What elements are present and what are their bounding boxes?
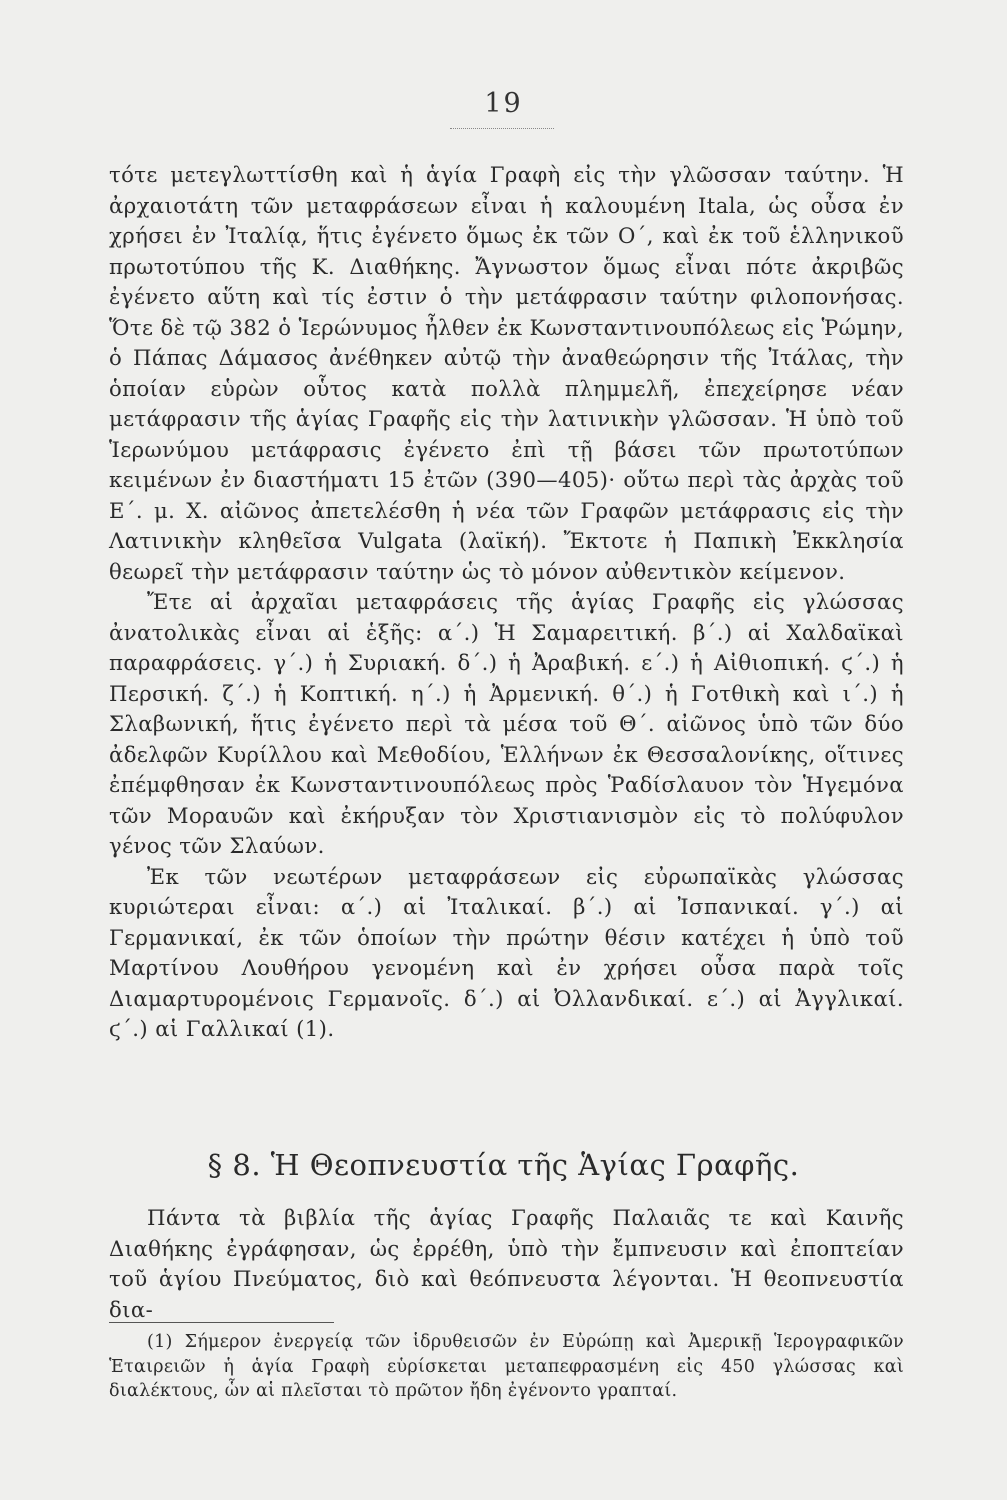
main-text	[109, 160, 904, 1045]
page-number: 19	[484, 88, 523, 119]
paragraph-latin-versions: τότε μετεγλωττίσθη καὶ ἡ ἁγία Γραφὴ εἰς τὴν γλῶσσαν ταύτην. Ἡ ἀρχαιοτάτη τῶν μεταφράσεων εἶναι ἡ καλουμένη Itala, ὡς οὖσα ἐν χρήσει ἐν Ἰταλίᾳ, ἥτις ἐγένετο ὅμως ἐκ τῶν Ο΄, καὶ ἐκ τοῦ ἑλληνικοῦ πρωτοτύπου τῆς Κ. Διαθήκης. Ἄγνωστον ὅμως εἶναι πότε ἀκριβῶς ἐγένετο αὕτη καὶ τίς ἐστιν ὁ τὴν μετάφρασιν ταύτην φιλοπονήσας. Ὅτε δὲ τῷ 382 ὁ Ἱερώνυμος ἦλθεν ἐκ Κωνσταντινουπόλεως εἰς Ῥώμην, ὁ Πάπας Δάμασος ἀνέθηκεν αὐτῷ τὴν ἀναθεώρησιν τῆς Ἰτάλας, τὴν ὁποίαν εὑρὼν οὗτος κατὰ πολλὰ πλημμελῆ, ἐπεχείρησε νέαν μετάφρασιν τῆς ἁγίας Γραφῆς εἰς τὴν λατινικὴν γλῶσσαν. Ἡ ὑπὸ τοῦ Ἱερωνύμου μετάφρασις ἐγένετο ἐπὶ τῇ βάσει τῶν πρωτοτύπων κειμένων ἐν διαστήματι 15 ἐτῶν (390—405)· οὕτω περὶ τὰς ἀρχὰς τοῦ Ε΄. μ. Χ. αἰῶνος ἀπετελέσθη ἡ νέα τῶν Γραφῶν μετάφρασις εἰς τὴν Λατινικὴν κληθεῖσα Vulgata (λαϊκή). Ἔκτοτε ἡ Παπικὴ Ἐκκλησία θεωρεῖ τὴν μετάφρασιν ταύτην ὡς τὸ μόνον αὐθεντικὸν κείμενον.	[109, 162, 904, 584]
header-rule	[450, 128, 554, 129]
paragraph-european-versions: Ἐκ τῶν νεωτέρων μεταφράσεων εἰς εὐρωπαϊκὰς γλώσσας κυριώτεραι εἶναι: α΄.) αἱ Ἰταλικαί. β΄.) αἱ Ἰσπανικαί. γ΄.) αἱ Γερμανικαί, ἐκ τῶν ὁποίων τὴν πρώτην θέσιν κατέχει ἡ ὑπὸ τοῦ Μαρτίνου Λουθήρου γενομένη καὶ ἐν χρήσει οὖσα παρὰ τοῖς Διαμαρτυρομένοις Γερμανοῖς. δ΄.) αἱ Ὀλλανδικαί. ε΄.) αἱ Ἀγγλικαί. ϛ΄.) αἱ Γαλλικαί (1).	[109, 863, 904, 1041]
section-heading: § 8. Ἡ Θεοπνευστία τῆς Ἁγίας Γραφῆς.	[207, 1148, 800, 1182]
footnote-rule	[109, 1322, 334, 1323]
section-text	[109, 1203, 904, 1325]
paragraph-eastern-versions: Ἔτε αἱ ἀρχαῖαι μεταφράσεις τῆς ἁγίας Γραφῆς εἰς γλώσσας ἀνατολικὰς εἶναι αἱ ἑξῆς: α΄.) Ἡ Σαμαρειτική. β΄.) αἱ Χαλδαϊκαὶ παραφράσεις. γ΄.) ἡ Συριακή. δ΄.) ἡ Ἀραβική. ε΄.) ἡ Αἰθιοπική. ϛ΄.) ἡ Περσική. ζ΄.) ἡ Κοπτική. η΄.) ἡ Ἀρμενική. θ΄.) ἡ Γοτθικὴ καὶ ι΄.) ἡ Σλαβωνική, ἥτις ἐγένετο περὶ τὰ μέσα τοῦ Θ΄. αἰῶνος ὑπὸ τῶν δύο ἀδελφῶν Κυρίλλου καὶ Μεθοδίου, Ἑλλήνων ἐκ Θεσσαλονίκης, οἵτινες ἐπέμφθησαν ἐκ Κωνσταντινουπόλεως πρὸς Ῥαδίσλαυον τὸν Ἡγεμόνα τῶν Μοραυῶν καὶ ἐκήρυξαν τὸν Χριστιανισμὸν εἰς τὸ πολύφυλον γένος τῶν Σλαύων.	[109, 589, 904, 858]
footnote-text: (1) Σήμερον ἐνεργείᾳ τῶν ἱδρυθεισῶν ἐν Εὐρώπῃ καὶ Ἀμερικῇ Ἱερογραφικῶν Ἑταιρειῶν ἡ ἁγία Γραφὴ εὑρίσκεται μεταπεφρασμένη εἰς 450 γλώσσας καὶ διαλέκτους, ὧν αἱ πλεῖσται τὸ πρῶτον ἤδη ἐγένοντο γραπταί.	[109, 1332, 904, 1401]
paragraph-inspiration: Πάντα τὰ βιβλία τῆς ἁγίας Γραφῆς Παλαιᾶς τε καὶ Καινῆς Διαθήκης ἐγράφησαν, ὡς ἐρρέθη, ὑπὸ τὴν ἔμπνευσιν καὶ ἐποπτείαν τοῦ ἁγίου Πνεύματος, διὸ καὶ θεόπνευστα λέγονται. Ἡ θεοπνευστία δια-	[109, 1205, 904, 1322]
footnote	[109, 1330, 904, 1404]
